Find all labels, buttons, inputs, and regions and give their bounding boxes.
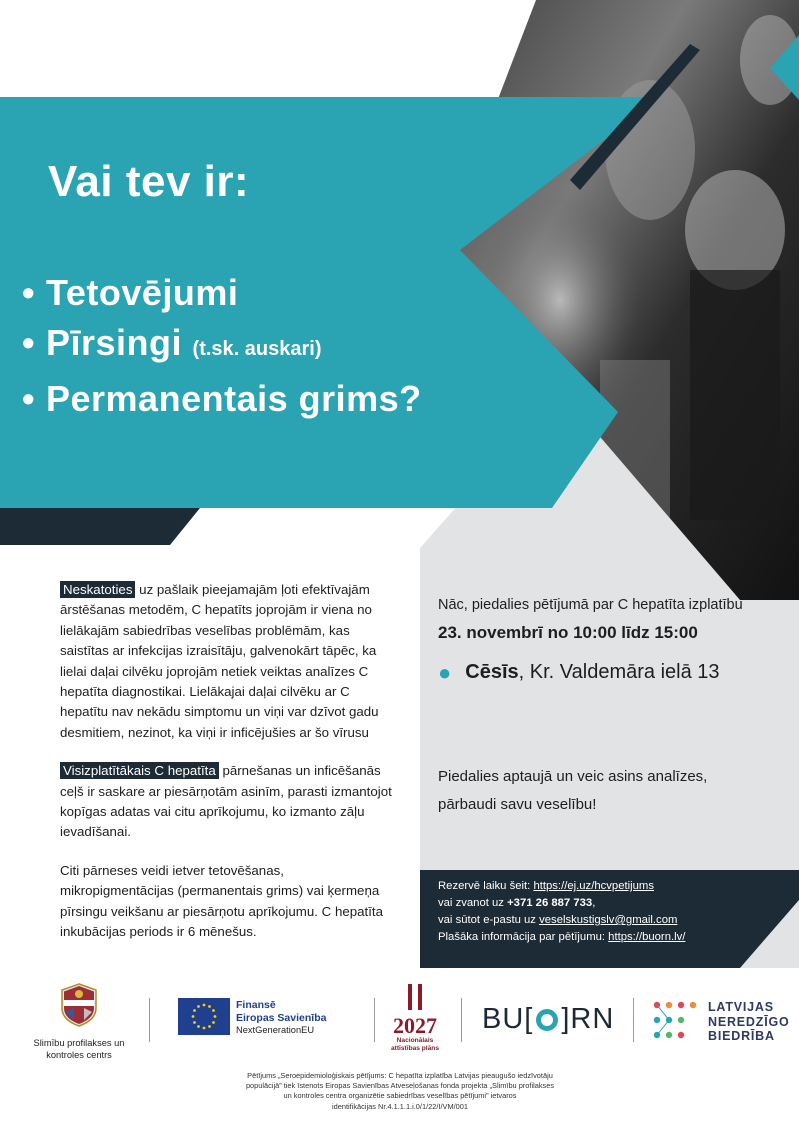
lnb-name: LATVIJAS NEREDZĪGO BIEDRĪBA [708, 1000, 790, 1043]
logo-divider [149, 998, 150, 1042]
plan-subtitle: Nacionālais attīstības plāns [390, 1037, 439, 1052]
event-date: 23. novembrī no 10:00 līdz 15:00 [438, 623, 698, 642]
project-footnote: Pētījums „Seroepidemioloģiskais pētījums: C hepatīta izplatība Latvijas pieaugušo iedzīvotāju populācijā” tiek īstenots Eiropas Savienības Atveseļošanas fonda projekta „Slimību profilakses un kontroles centra organizētie sabiedrības veselības pētījumi” ietvaros identifikācijas Nr.4.1.1.1.i.0/1/22/I/VM/001 [245, 1071, 555, 1111]
highlight-tag: Visizplatītākais C hepatīta [60, 762, 219, 779]
info-text-column [60, 580, 400, 961]
phone-number[interactable]: +371 26 887 733 [507, 897, 593, 909]
eu-funding-text: Finansē Eiropas Savienība NextGenerationEU [236, 999, 327, 1035]
contact-info-box: Rezervē laiku šeit: https://ej.uz/hcvpetijums vai zvanot uz +371 26 887 733, vai sūtot e-pastu uz veselskustigslv@gmail.com Plašāka informācija par pētījumu: https://buorn.lv/ [438, 880, 686, 943]
navy-sliver-left [0, 508, 200, 545]
hero-bullet: • Pīrsingi (t.sk. auskari) [22, 322, 322, 363]
national-plan-bars-icon [400, 984, 430, 1010]
hero-bullet: • Tetovējumi [22, 272, 239, 313]
hero-bullet: • Permanentais grims? [22, 378, 422, 419]
latvia-coat-of-arms-icon [56, 982, 102, 1028]
registration-link[interactable]: https://ej.uz/hcvpetijums [533, 880, 654, 892]
logo-divider [633, 998, 634, 1042]
buorn-ring-icon [536, 1009, 558, 1031]
event-invite: Nāc, piedalies pētījumā par C hepatīta izplatību [438, 597, 743, 613]
event-location: ● Cēsīs, Kr. Valdemāra ielā 13 [438, 659, 720, 685]
email-link[interactable]: veselskustigslv@gmail.com [539, 914, 678, 926]
bullet-dot-icon: ● [438, 659, 452, 685]
spkc-name: Slimību profilakses un kontroles centrs [33, 1038, 125, 1060]
call-to-action: Piedalies aptaujā un veic asins analīzes, pārbaudi savu veselību! [438, 768, 708, 813]
paragraph-transmission: Visizplatītākais C hepatīta pārnešanas un inficēšanās ceļš ir saskare ar piesārņotām asinīm, parasti izmantojot kopīgas adatas vai citu aprīkojumu, ko izmanto zāļu ievadīšanai. [60, 763, 392, 840]
hero-question: Vai tev ir: [48, 157, 250, 206]
spkc-logo [22, 982, 136, 1061]
buorn-logo: BU [ ] RN [482, 1003, 615, 1035]
paragraph-treatment: Neskatoties uz pašlaik pieejamajām ļoti efektīvajām ārstēšanas metodēm, C hepatīts joprojām ir viena no lielākajām sabiedrības veselības problēmām, kas saistītas ar infekcijas izraisītāju, galvenokārt tāpēc, ka lielai daļai cilvēku joprojām netiek veiktas analīzes C hepatīta diagnostikai. Lielākajai daļai cilvēku ar C hepatītu nav nekādu simptomu un viņi var dzīvot gadu desmitiem, nezinot, ka viņi ir inficējušies ar šo vīrusu [60, 582, 379, 740]
plan-year: 2027 [393, 1013, 437, 1038]
logo-divider [461, 998, 462, 1042]
braille-dots-icon [652, 1000, 702, 1044]
highlight-tag: Neskatoties [60, 581, 135, 598]
lnb-logo [652, 1000, 790, 1049]
eu-flag-icon [178, 998, 230, 1035]
eu-funding-logo [178, 998, 378, 1038]
website-link[interactable]: https://buorn.lv/ [608, 931, 686, 943]
national-plan-logo [383, 984, 447, 1052]
hero-bullet-list [22, 268, 422, 424]
paragraph-other-routes: Citi pārneses veidi ietver tetovēšanas, mikropigmentācijas (permanentais grims) vai ķermeņa pīrsingu veikšanu ar piesārņotu aprīkojumu. C hepatīta inkubācijas periods ir 6 mēnešus. [60, 862, 384, 940]
event-block [438, 597, 788, 684]
logo-divider [374, 998, 375, 1042]
